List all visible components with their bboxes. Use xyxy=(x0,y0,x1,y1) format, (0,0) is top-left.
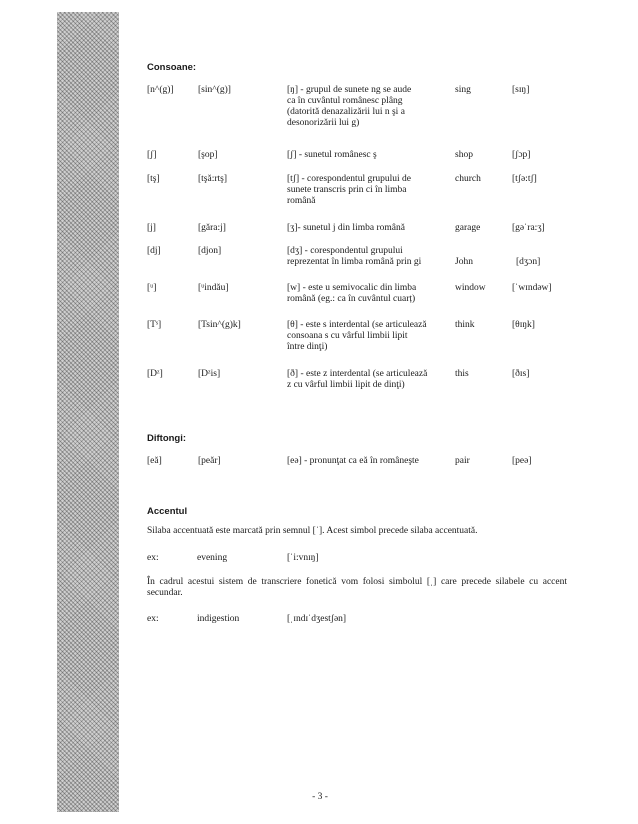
english-word: window xyxy=(455,283,486,293)
description xyxy=(287,150,453,161)
description xyxy=(287,283,453,305)
ipa: [tʃə:tʃ] xyxy=(512,174,537,184)
description-line: [ʒ]- sunetul j din limba română xyxy=(287,223,405,233)
description-line: română (eg.: ca în cuvântul cuarț) xyxy=(287,294,416,304)
example-transcription: [tşă:rtş] xyxy=(198,174,228,184)
example-label: ex: xyxy=(147,553,159,563)
description-line: (datorită denazalizării lui n şi a xyxy=(287,107,405,117)
description-line: [ʃ] - sunetul românesc ş xyxy=(287,150,377,160)
english-word: church xyxy=(455,174,481,184)
symbol: [ʃ] xyxy=(147,150,157,160)
example-word: indigestion xyxy=(197,614,240,624)
english-word: sing xyxy=(455,85,471,95)
description-line: consoana s cu vârful limbii lipit xyxy=(287,331,408,341)
english-word: this xyxy=(455,369,469,379)
english-word: think xyxy=(455,320,475,330)
example-label: ex: xyxy=(147,614,159,624)
example-transcription: [djon] xyxy=(198,246,222,256)
symbol: [Dᶻ] xyxy=(147,369,163,379)
symbol: [tş] xyxy=(147,174,160,184)
example-ipa: [ˌɪndɪˈdʒestʃən] xyxy=(287,614,347,624)
description-line: [ð] - este z interdental (se articulează xyxy=(287,369,428,379)
ipa: [ðɪs] xyxy=(512,369,530,379)
accent-paragraph-primary: Silaba accentuată este marcată prin semnul [ˈ]. Acest simbol precede silaba accentuată. xyxy=(147,526,478,536)
description xyxy=(287,174,453,207)
description-line: reprezentat în limba română prin gi xyxy=(287,257,422,267)
symbol: [j] xyxy=(147,223,156,233)
ipa: [sɪŋ] xyxy=(512,85,530,95)
description-line: desonorizării lui g) xyxy=(287,118,360,128)
description-line: sunete transcris prin ci în limba xyxy=(287,185,407,195)
example-transcription: [peăr] xyxy=(198,456,221,466)
example-ipa: [ˈi:vnɪŋ] xyxy=(287,553,319,563)
symbol: [dj] xyxy=(147,246,161,256)
description-line: [θ] - este s interdental (se articulează xyxy=(287,320,427,330)
english-word: shop xyxy=(455,150,473,160)
consonants-heading: Consoane: xyxy=(147,62,197,73)
description-line: [eə] - pronunţat ca eă în româneşte xyxy=(287,456,419,466)
diphthongs-heading: Diftongi: xyxy=(147,433,187,444)
ipa: [gəˈra:ʒ] xyxy=(512,223,545,233)
description-line: ca în cuvântul românesc plâng xyxy=(287,96,403,106)
accent-paragraph-secondary: În cadrul acestui sistem de transcriere fonetică vom folosi simbolul [ˌ] care precede silabele cu accent secundar. xyxy=(147,577,567,598)
accent-heading: Accentul xyxy=(147,506,188,517)
symbol: [n^(g)] xyxy=(147,85,174,95)
description xyxy=(287,223,453,234)
ipa: [ʃɔp] xyxy=(512,150,531,160)
example-transcription: [Dᶻis] xyxy=(198,369,221,379)
description-line: [w] - este u semivocalic din limba xyxy=(287,283,417,293)
symbol: [eă] xyxy=(147,456,162,466)
description xyxy=(287,320,453,353)
english-word: John xyxy=(455,257,473,267)
example-transcription: [Tsin^(g)k] xyxy=(198,320,241,330)
english-word: garage xyxy=(455,223,481,233)
description xyxy=(287,369,453,391)
symbol: [Tˢ] xyxy=(147,320,162,330)
example-transcription: [ᵘindău] xyxy=(198,283,229,293)
ipa: [dʒɔn] xyxy=(516,257,541,267)
example-word: evening xyxy=(197,553,228,563)
symbol: [ᵘ] xyxy=(147,283,157,293)
example-transcription: [găra:j] xyxy=(198,223,226,233)
description xyxy=(287,456,453,467)
description xyxy=(287,246,453,268)
description-line: [ŋ] - grupul de sunete ng se aude xyxy=(287,85,412,95)
example-transcription: [sin^(g)] xyxy=(198,85,231,95)
example-transcription: [şop] xyxy=(198,150,218,160)
description-line: între dinţi) xyxy=(287,342,328,352)
description-line: [dʒ] - corespondentul grupului xyxy=(287,246,403,256)
description xyxy=(287,85,453,129)
description-line: [tʃ] - corespondentul grupului de xyxy=(287,174,411,184)
ipa: [peə] xyxy=(512,456,532,466)
description-line: română xyxy=(287,196,316,206)
page-number: - 3 - xyxy=(312,792,328,802)
ipa: [θɪŋk] xyxy=(512,320,535,330)
description-line: z cu vârful limbii lipit de dinţi) xyxy=(287,380,405,390)
english-word: pair xyxy=(455,456,470,466)
ipa: [ˈwɪndəw] xyxy=(512,283,552,293)
